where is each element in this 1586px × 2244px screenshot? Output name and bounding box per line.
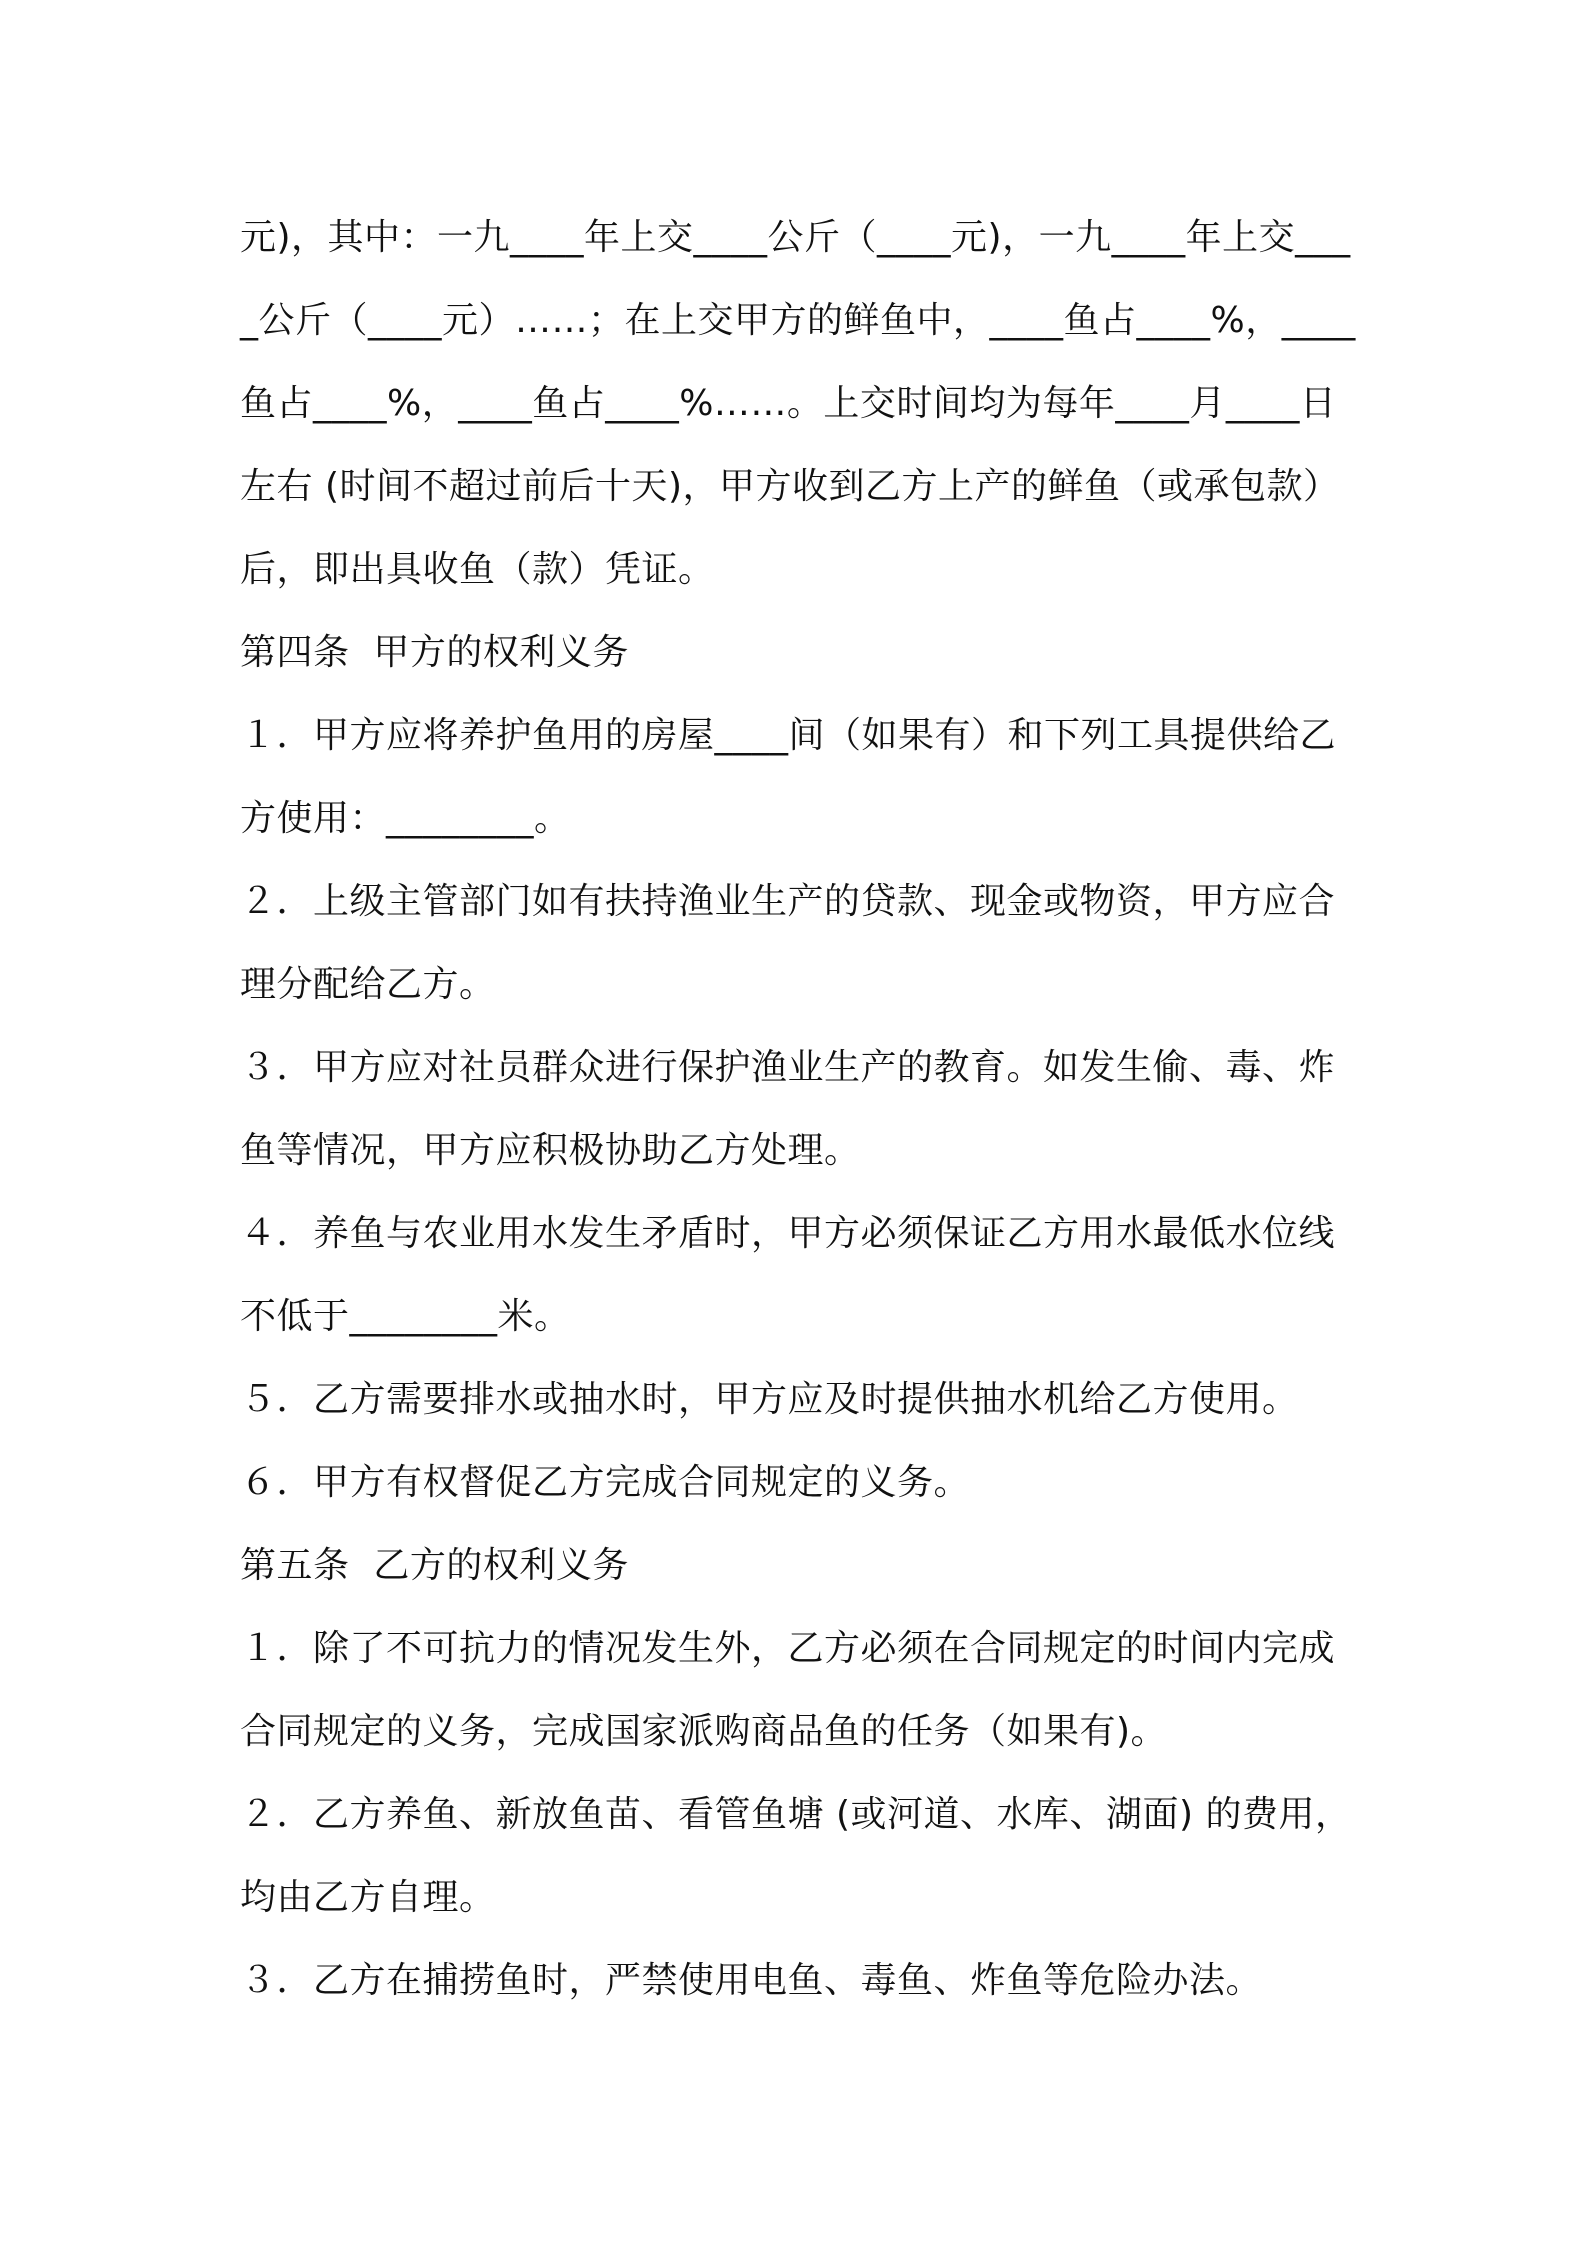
paragraph-fish-delivery: 元)，其中：一九____年上交____公斤（____元)，一九____年上交____公斤（____元）……；在上交甲方的鲜鱼中，____鱼占____%，____鱼占____%，____鱼占____%……。上交时间均为每年____月____日左右 (时间不超过前后十天)，甲方收到乙方上产的鲜鱼（或承包款）后，即出具收鱼（款）凭证。 bbox=[240, 217, 1356, 590]
paragraph-article-5-item-2: ２．乙方养鱼、新放鱼苗、看管鱼塘 (或河道、水库、湖面) 的费用，均由乙方自理。 bbox=[240, 1794, 1352, 1918]
heading-article-5: 第五条 乙方的权利义务 bbox=[240, 1545, 629, 1586]
heading-article-4: 第四条 甲方的权利义务 bbox=[240, 632, 629, 673]
paragraph-article-4-item-3: ３．甲方应对社员群众进行保护渔业生产的教育。如发生偷、毒、炸鱼等情况，甲方应积极协助乙方处理。 bbox=[240, 1047, 1336, 1171]
document-body bbox=[240, 196, 1360, 2022]
paragraph-article-4-item-2: ２．上级主管部门如有扶持渔业生产的贷款、现金或物资，甲方应合理分配给乙方。 bbox=[240, 881, 1336, 1005]
paragraph-article-5-item-1: １．除了不可抗力的情况发生外，乙方必须在合同规定的时间内完成合同规定的义务，完成国家派购商品鱼的任务（如果有)。 bbox=[240, 1628, 1336, 1752]
paragraph-article-5-item-3: ３．乙方在捕捞鱼时，严禁使用电鱼、毒鱼、炸鱼等危险办法。 bbox=[240, 1960, 1263, 2001]
paragraph-article-4-item-1: １．甲方应将养护鱼用的房屋____间（如果有）和下列工具提供给乙方使用：________。 bbox=[240, 715, 1337, 839]
paragraph-article-4-item-6: ６．甲方有权督促乙方完成合同规定的义务。 bbox=[240, 1462, 971, 1503]
paragraph-article-4-item-5: ５．乙方需要排水或抽水时，甲方应及时提供抽水机给乙方使用。 bbox=[240, 1379, 1299, 1420]
paragraph-article-4-item-4: ４．养鱼与农业用水发生矛盾时，甲方必须保证乙方用水最低水位线不低于________米。 bbox=[240, 1213, 1336, 1337]
